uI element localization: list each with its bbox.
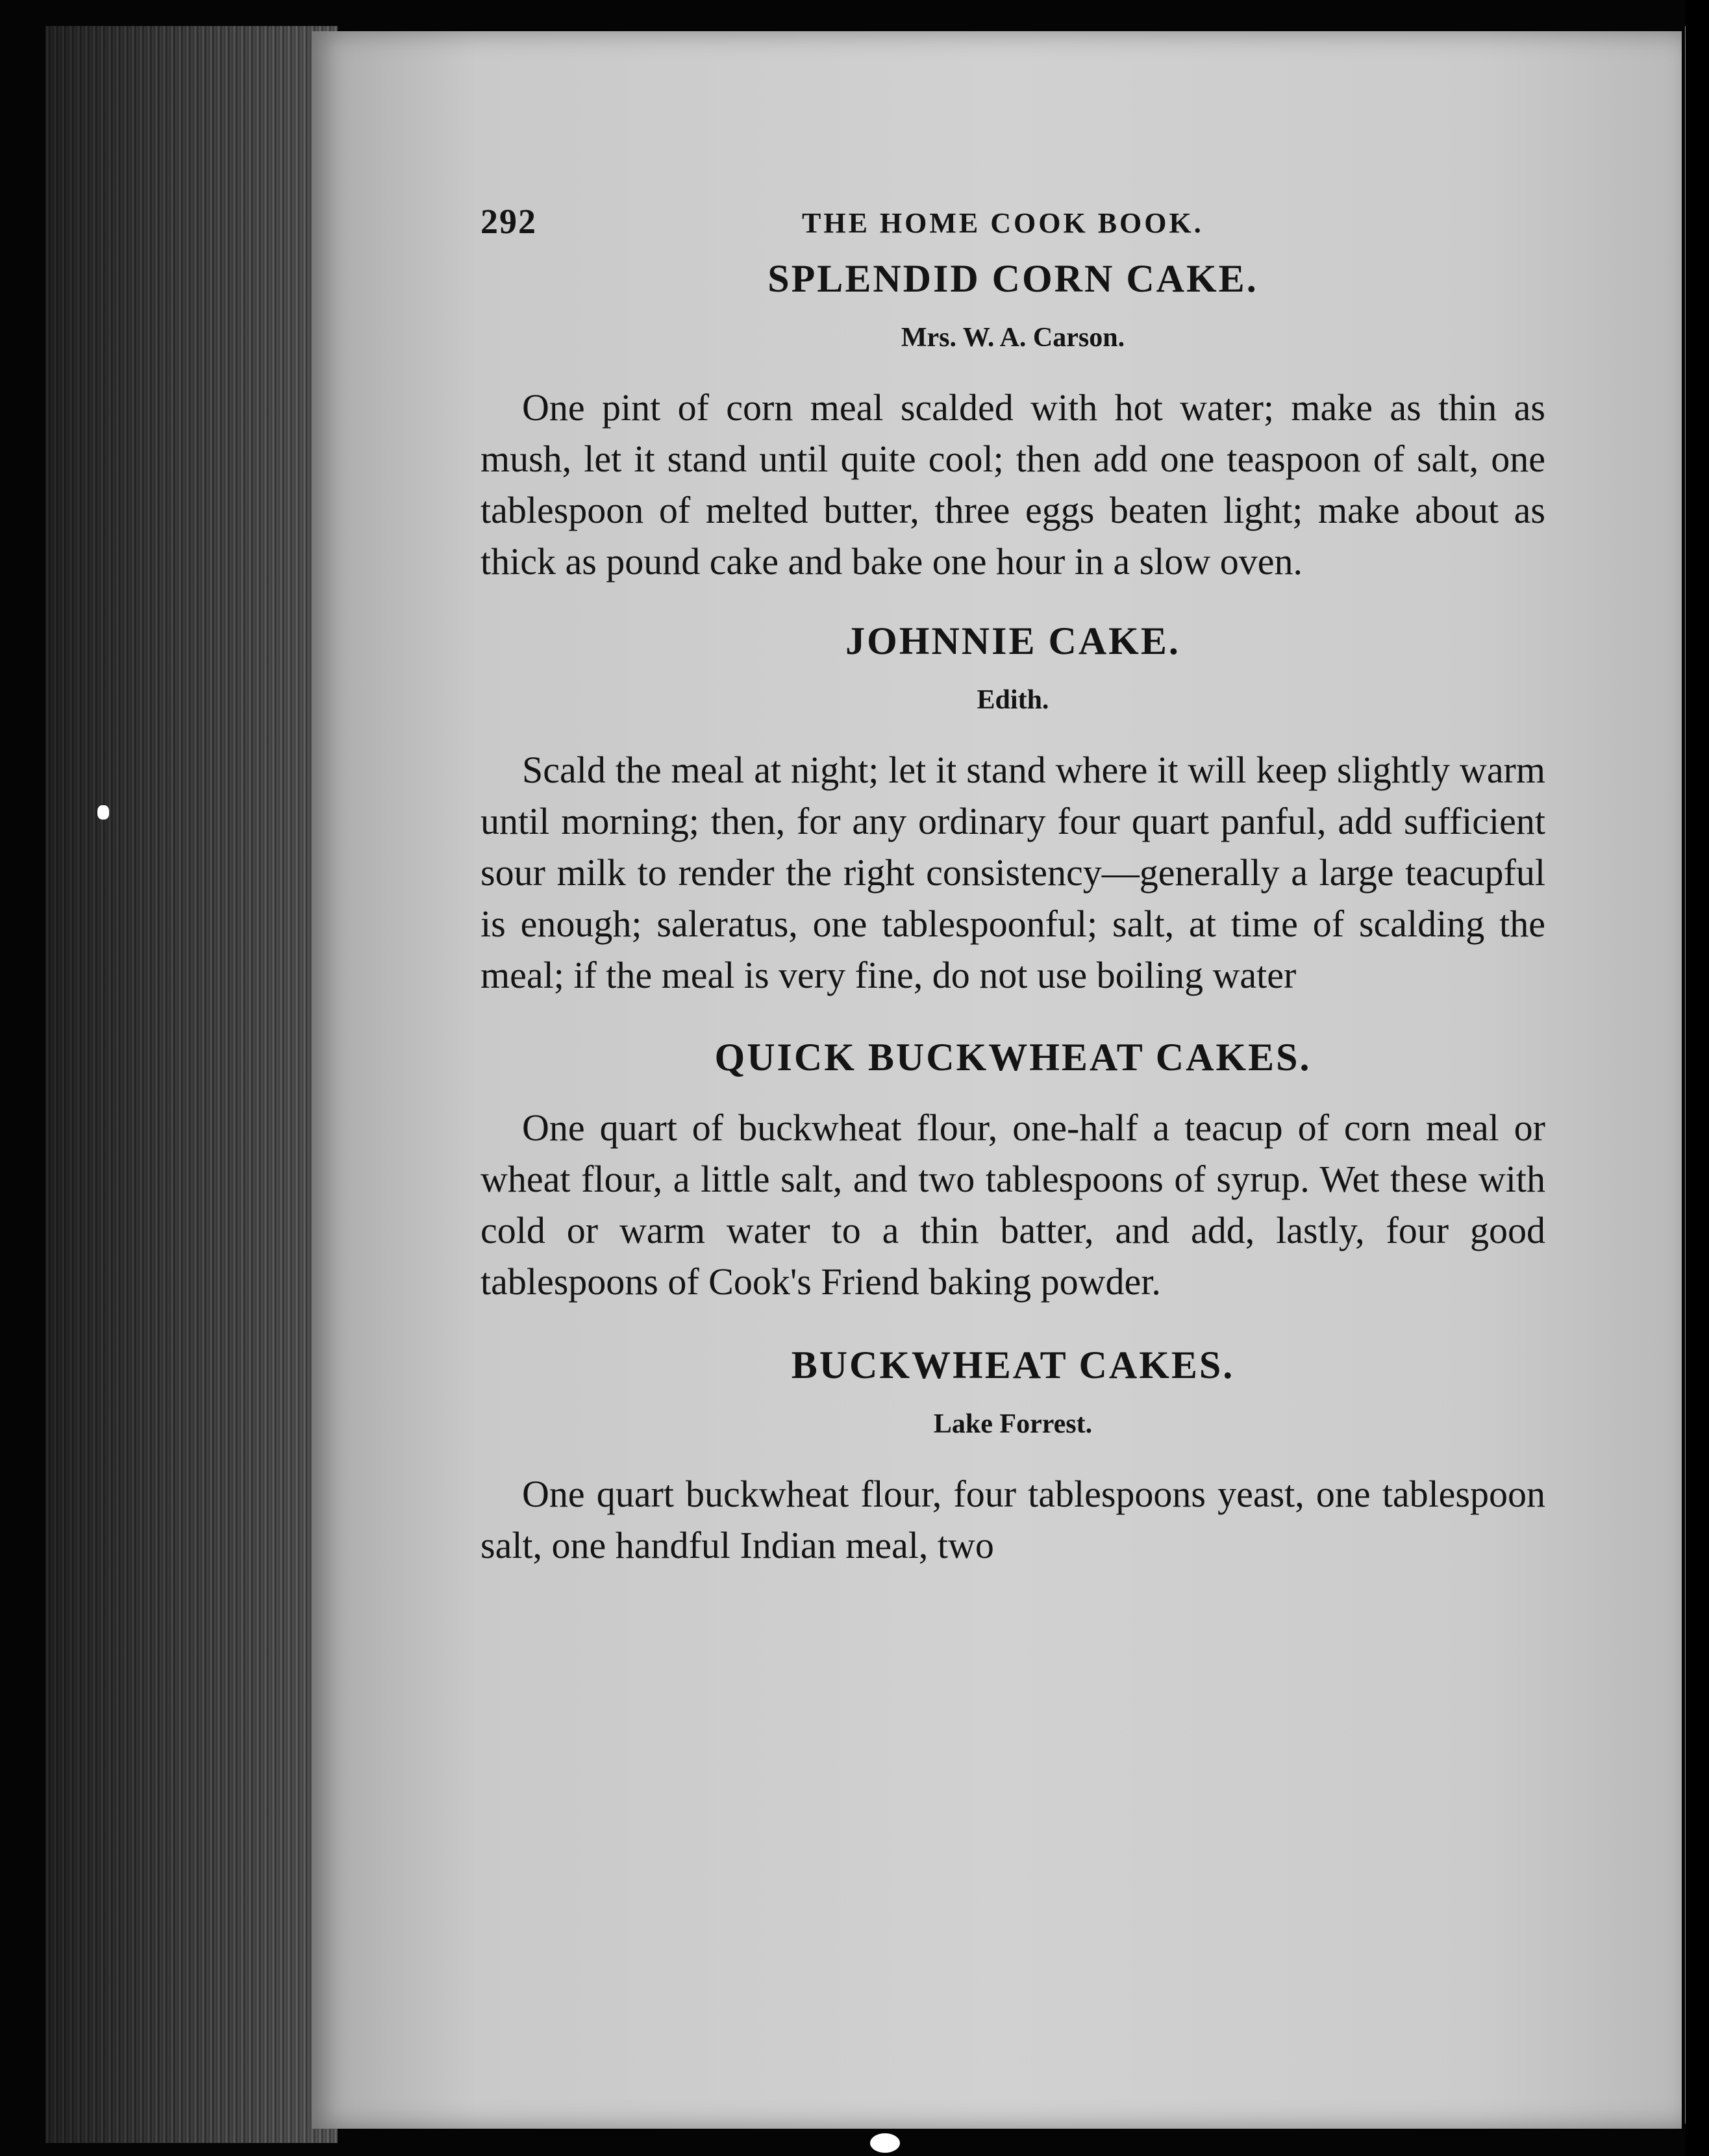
recipe-author: Lake Forrest.: [933, 1409, 1093, 1439]
page-content: [480, 201, 1545, 1571]
recipe-text: Scald the meal at night; let it stand where it will keep slightly warm until morning; then, for any ordinary four quart panful, add sufficient sour milk to render the right consistency—generally a large teacupful is enough; saleratus, one tablespoonful; salt, at time of scalding the meal; if the meal is very fine, do not use boiling water: [480, 749, 1545, 996]
running-title: THE HOME COOK BOOK.: [802, 207, 1204, 239]
recipe-text: One pint of corn meal scalded with hot water; make as thin as mush, let it stand until quite cool; then add one teaspoon of salt, one tablespoon of melted butter, three eggs beaten light; make about as thick as pound cake and bake one hour in a slow oven.: [480, 386, 1545, 583]
paper-blemish: [870, 2133, 900, 2153]
recipe-title: QUICK BUCKWHEAT CAKES.: [714, 1036, 1312, 1079]
recipe-title: JOHNNIE CAKE.: [845, 620, 1180, 662]
recipe-buckwheat-cakes: [480, 1344, 1545, 1571]
running-head: [480, 201, 1545, 253]
paper-blemish: [97, 805, 109, 820]
recipe-splendid-corn-cake: [480, 257, 1545, 587]
page-number: 292: [480, 202, 537, 241]
recipe-author: Edith.: [977, 685, 1049, 715]
recipe-title: SPLENDID CORN CAKE.: [767, 257, 1258, 300]
book-page-edges: [45, 26, 338, 2143]
recipe-quick-buckwheat-cakes: [480, 1036, 1545, 1307]
recipe-text: One quart buckwheat flour, four tablespoons yeast, one tablespoon salt, one handful Indian meal, two: [480, 1473, 1545, 1566]
scan-border: [1686, 0, 1709, 2156]
recipe-author: Mrs. W. A. Carson.: [901, 323, 1125, 353]
recipe-title: BUCKWHEAT CAKES.: [791, 1344, 1235, 1386]
recipe-text: One quart of buckwheat flour, one-half a teacup of corn meal or wheat flour, a little salt, and two tablespoons of syrup. Wet these with cold or warm water to a thin batter, and add, lastly, four good tablespoons of Cook's Friend baking powder.: [480, 1107, 1545, 1303]
recipe-johnnie-cake: [480, 620, 1545, 1001]
